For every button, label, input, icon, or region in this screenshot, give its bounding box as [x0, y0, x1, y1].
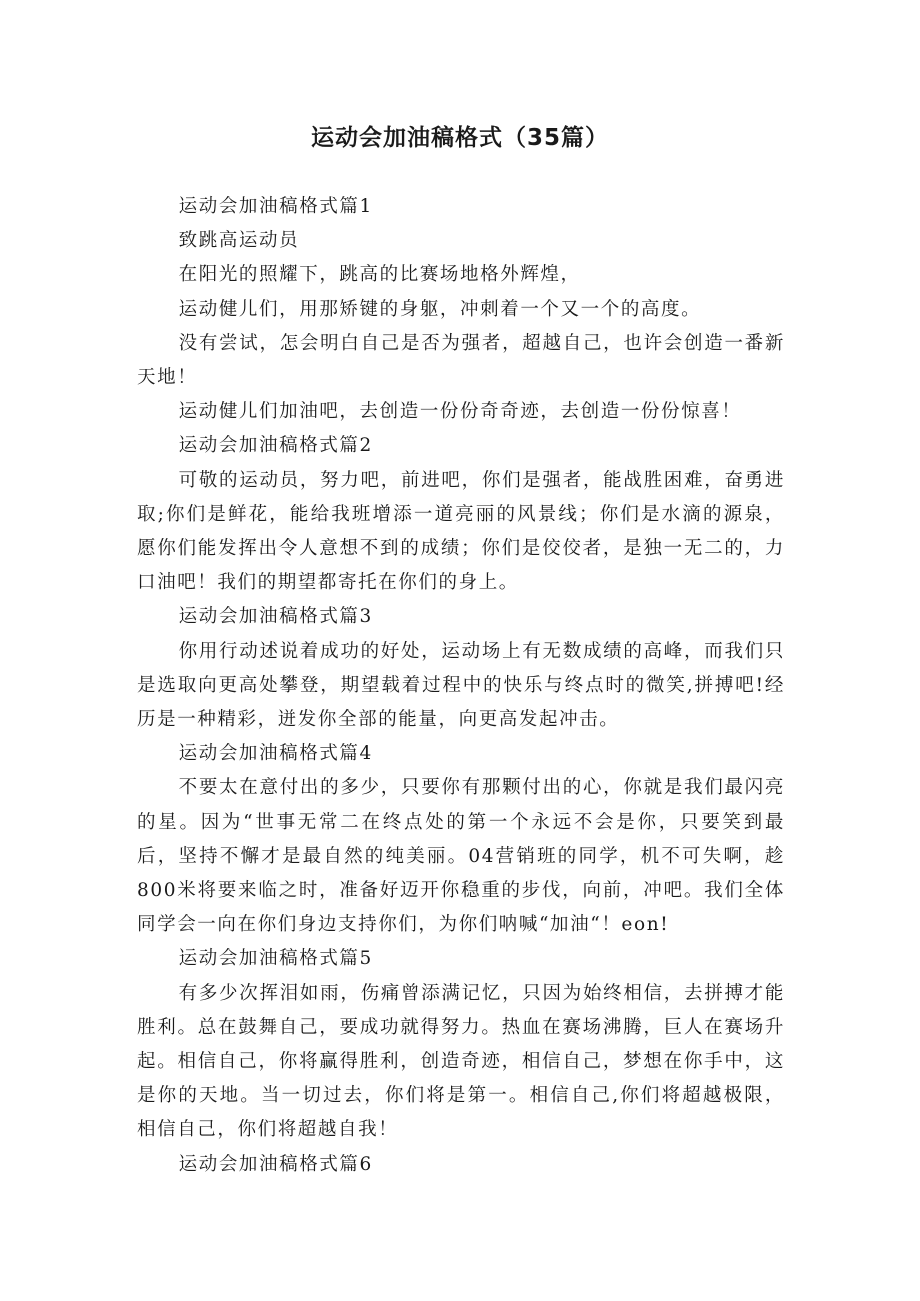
- paragraph: 运动健儿们，用那矫键的身躯，冲刺着一个又一个的高度。: [178, 298, 702, 320]
- section-heading: 运动会加油稿格式篇3: [178, 606, 373, 628]
- section-heading: 运动会加油稿格式篇5: [178, 948, 373, 970]
- paragraph: 有多少次挥泪如雨，伤痛曾添满记忆，只因为始终相信，去拼搏才能胜利。总在鼓舞自己，要成功就得努力。热血在赛场沸腾，巨人在赛场升起。相信自己，你将赢得胜利，创造奇迹，相信自己，梦想在你手中，这是你的天地。当一切过去，你们将是第一。相信自己,你们将超越极限，相信自己，你们将超越自我！: [137, 982, 785, 1141]
- poem-title: 致跳高运动员: [178, 230, 300, 252]
- paragraph: 可敬的运动员，努力吧，前进吧，你们是强者，能战胜困难，奋勇进取;你们是鲜花，能给我班增添一道亮丽的风景线；你们是水滴的源泉，愿你们能发挥出令人意想不到的成绩；你们是佼佼者，是独一无二的，力口油吧！我们的期望都寄托在你们的身上。: [137, 469, 785, 594]
- section-heading: 运动会加油稿格式篇4: [178, 743, 373, 765]
- paragraph: 你用行动述说着成功的好处，运动场上有无数成绩的高峰，而我们只是选取向更高处攀登，期望载着过程中的快乐与终点时的微笑,拼搏吧!经历是一种精彩，迸发你全部的能量，向更高发起冲击。: [137, 640, 785, 731]
- paragraph: 在阳光的照耀下，跳高的比赛场地格外辉煌，: [178, 264, 581, 286]
- document-body: [137, 190, 785, 1182]
- paragraph: 不要太在意付出的多少，只要你有那颗付出的心，你就是我们最闪亮的星。因为“世事无常二在终点处的第一个永远不会是你，只要笑到最后，坚持不懈才是最自然的纯美丽。04营销班的同学，机不可失啊，趁800米将要来临之时，准备好迈开你稳重的步伐，向前，冲吧。我们全体同学会一向在你们身边支持你们，为你们呐喊“加油“！eon!: [137, 777, 785, 936]
- document-title: 运动会加油稿格式（35篇）: [310, 125, 609, 151]
- section-heading: 运动会加油稿格式篇6: [178, 1153, 373, 1175]
- section-heading: 运动会加油稿格式篇1: [178, 196, 373, 217]
- paragraph: 没有尝试，怎会明白自己是否为强者，超越自己，也许会创造一番新天地！: [137, 332, 785, 389]
- section-heading: 运动会加油稿格式篇2: [178, 435, 373, 457]
- paragraph: 运动健儿们加油吧，去创造一份份奇奇迹，去创造一份份惊喜！: [178, 401, 742, 423]
